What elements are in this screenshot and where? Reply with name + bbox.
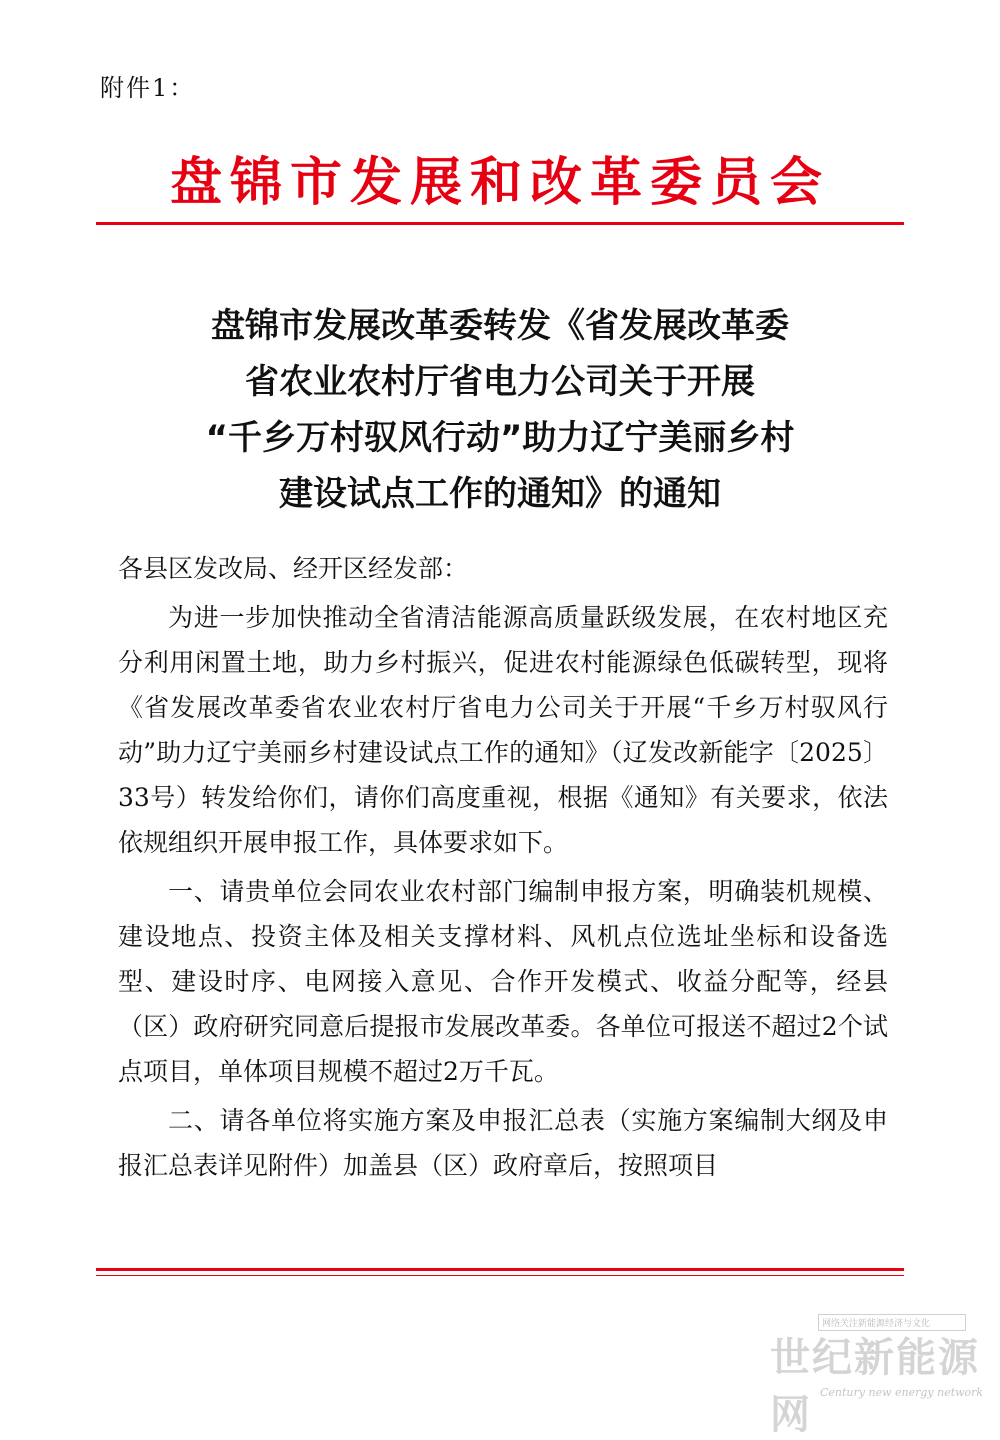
- title-line: 省农业农村厅省电力公司关于开展: [245, 362, 755, 402]
- paragraph: 一、请贵单位会同农业农村部门编制申报方案，明确装机规模、建设地点、投资主体及相关支撑材料、风机点位选址坐标和设备选型、建设时序、电网接入意见、合作开发模式、收益分配等，经县（区）政府研究同意后提报市发展改革委。各单位可报送不超过2个试点项目，单体项目规模不超过2万千瓦。: [118, 877, 888, 1086]
- document-title: [0, 298, 1000, 522]
- document-body: [118, 546, 888, 1192]
- paragraph: 为进一步加快推动全省清洁能源高质量跃级发展，在农村地区充分利用闲置土地，助力乡村振兴，促进农村能源绿色低碳转型，现将《省发展改革委省农业农村厅省电力公司关于开展“千乡万村驭风行动”助力辽宁美丽乡村建设试点工作的通知》（辽发改新能字〔2025〕33号）转发给你们，请你们高度重视，根据《通知》有关要求，依法依规组织开展申报工作，具体要求如下。: [118, 603, 888, 857]
- title-line: 建设试点工作的通知》的通知: [279, 474, 721, 514]
- attachment-label: 附件1：: [100, 74, 196, 102]
- watermark-english: Century new energy network: [820, 1386, 984, 1399]
- salutation: 各县区发改局、经开区经发部：: [118, 554, 469, 583]
- footer-divider-thin: [96, 1275, 904, 1276]
- organization-header: 盘锦市发展和改革委员会: [169, 152, 830, 213]
- watermark-tagline: 网络关注新能源经济与文化: [818, 1314, 966, 1331]
- title-line: “千乡万村驭风行动”助力辽宁美丽乡村: [205, 418, 795, 458]
- header-divider: [96, 222, 904, 225]
- watermark-brand: 世纪新能源网: [770, 1335, 980, 1438]
- title-line: 盘锦市发展改革委转发《省发展改革委: [211, 306, 789, 346]
- footer-divider-thick: [96, 1268, 904, 1271]
- paragraph: 二、请各单位将实施方案及申报汇总表（实施方案编制大纲及申报汇总表详见附件）加盖县（区）政府章后，按照项目: [118, 1106, 888, 1180]
